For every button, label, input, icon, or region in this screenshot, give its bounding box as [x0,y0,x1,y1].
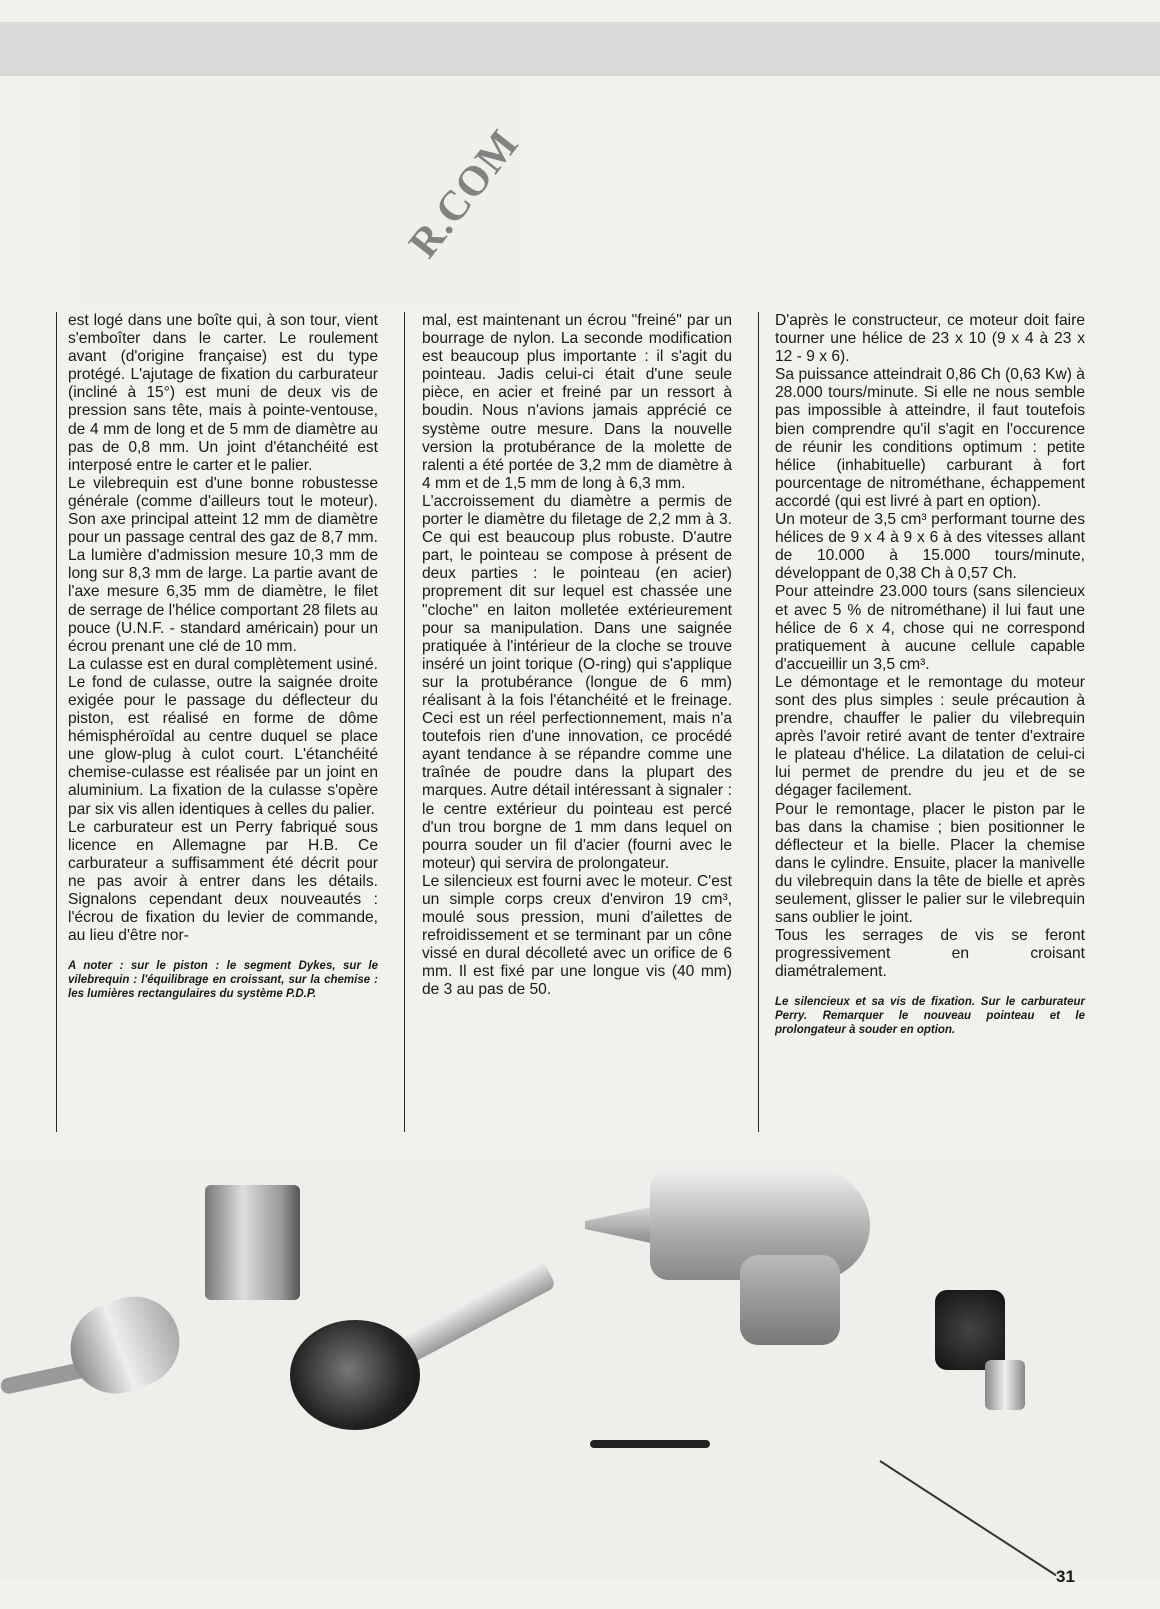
fixing-screw-image [590,1440,710,1448]
paragraph: Tous les serrages de vis se feront progressivement en croisant diamétralement. [775,927,1085,981]
paragraph: Pour le remontage, placer le piston par le bas dans la chamise ; bien positionner le déflecteur et la bielle. Placer la chemise dans le cylindre. Ensuite, placer la manivelle du vilebrequin dans la tête de bielle et après seulement, glisser le palier sur le vilebrequin sans oublier le joint. [775,800,1085,927]
paragraph: est logé dans une boîte qui, à son tour, vient s'emboîter dans le carter. Le roulement avant (d'origine française) est du type protégé. L'ajutage de fixation du carburateur (incliné à 15°) est muni de deux vis de pression sans tête, mais à pointe-ventouse, de 4 mm de long et de 5 mm de diamètre au pas de 0,8 mm. Un joint d'étanchéité est interposé entre le carter et le palier. [68,312,378,474]
paragraph: D'après le constructeur, ce moteur doit faire tourner une hélice de 23 x 10 (9 x 4 à 23 x 12 - 9 x 6). [775,312,1085,366]
column-rule [758,312,759,1132]
carburetor-image [935,1290,1005,1370]
text-column-1 [68,312,378,1001]
paragraph: La culasse est en dural complètement usiné. Le fond de culasse, outre la saignée droite exigée pour le passage du déflecteur du piston, est réalisé en forme de dôme hémisphéroïdal au centre duquel se place une glow-plug à culot court. L'étanchéité chemise-culasse est réalisée par un joint en aluminium. La fixation de la culasse s'opère par six vis allen identiques à celles du palier. [68,655,378,818]
column-rule [56,312,57,1132]
photo-caption: Le silencieux et sa vis de fixation. Sur le carburateur Perry. Remarquer le nouveau pointeau et le prolongateur à souder en option. [775,996,1085,1037]
photo-caption: A noter : sur le piston : le segment Dykes, sur le vilebrequin : l'équilibrage en croissant, sur la chemise : les lumières rectangulaires du système P.D.P. [68,960,378,1001]
paragraph: Sa puissance atteindrait 0,86 Ch (0,63 Kw) à 28.000 tours/minute. Si elle ne nous semble pas impossible à atteindre, il faut toutefois bien comprendre qu'il s'agit en l'occurence de réunir les conditions optimum : petite hélice (inhabituelle) carburant à fort pourcentage de nitrométhane, échappement accordé (qui est livré à part en option). [775,366,1085,510]
muffler-outlet-image [740,1255,840,1345]
paragraph: Le vilebrequin est d'une bonne robustesse générale (comme d'ailleurs tout le moteur). Son axe principal atteint 12 mm de diamètre pour un passage central des gaz de 8,7 mm. La lumière d'admission mesure 10,3 mm de long sur 8,3 mm de large. La partie avant de l'axe mesure 6,35 mm de diamètre, le filet de serrage de l'hélice comportant 28 filets au pouce (U.N.F. - standard américain) pour un écrou prenant une clé de 10 mm. [68,474,378,655]
needle-valve-image [985,1360,1025,1410]
paragraph: Le démontage et le remontage du moteur sont des plus simples : seule précaution à prendre, chauffer le palier du vilebrequin après l'avoir retiré avant de tenter d'extraire le plateau d'hélice. La dilatation de celui-ci lui permet de prendre du jeu et de se dégager facilement. [775,673,1085,800]
paragraph: Le carburateur est un Perry fabriqué sous licence en Allemagne par H.B. Ce carburateur a suffisamment été décrit pour ne pas avoir à entrer dans les détails. Signalons cependant deux nouveautés : l'écrou de fixation du levier de commande, au lieu d'être nor- [68,818,378,945]
paragraph: Le silencieux est fourni avec le moteur. C'est un simple corps creux d'environ 19 cm³, moulé sous pression, muni d'ailettes de refroidissement et se terminant par un cône vissé en dural décolleté avec un orifice de 6 mm. Il est fixé par une longue vis (40 mm) de 3 au pas de 50. [422,872,732,999]
paragraph: Un moteur de 3,5 cm³ performant tourne des hélices de 9 x 4 à 9 x 6 à des vitesses allant de 10.000 à 15.000 tours/minute, développant de 0,38 Ch à 0,57 Ch. [775,511,1085,583]
paragraph: mal, est maintenant un écrou "freiné" par un bourrage de nylon. La seconde modification est beaucoup plus importante : il s'agit du pointeau. Jadis celui-ci était d'une seule pièce, en acier et freiné par un ressort à boudin. Nous n'avions jamais apprécié ce système outre mesure. Dans la nouvelle version la protubérance de la molette de ralenti a été portée de 3,2 mm de diamètre à 4 mm et de 1,5 mm de long à 6,3 mm. [422,312,732,492]
paragraph: Pour atteindre 23.000 tours (sans silencieux et avec 5 % de nitrométhane) il lui faut une hélice de 6 x 4, chose qui ne correspond pratiquement à aucune cellule capable d'accueillir un 3,5 cm³. [775,583,1085,673]
text-column-3 [775,312,1085,1037]
watermark: R.COM [400,121,529,267]
cylinder-liner-image [205,1185,300,1300]
column-rule [404,312,405,1132]
header-band [0,22,1160,76]
paragraph: L'accroissement du diamètre a permis de porter le diamètre du filetage de 2,2 mm à 3. Ce qui est beaucoup plus robuste. D'autre part, le pointeau se compose à présent de deux parties : le pointeau (en acier) proprement dit sur lequel est chassée une "cloche" en laiton molletée extérieurement pour sa manipulation. Dans une saignée pratiquée à l'intérieur de la cloche se trouve inséré un joint torique (O-ring) qui s'applique sur la protubérance (longue de 6 mm) réalisant à la fois l'étanchéité et le freinage. Ceci est un réel perfectionnement, mais n'a toutefois rien d'une innovation, ce procédé ayant tendance à se répandre comme une traînée de poudre dans la plupart des marques. Autre détail intéressant à signaler : le centre extérieur du pointeau est percé d'un trou borgne de 1 mm dans lequel on pourra souder un fil d'acier (fourni avec le moteur) qui servira de prolongateur. [422,492,732,872]
page-number: 31 [1056,1567,1075,1586]
prop-driver-image [290,1320,420,1430]
text-column-2 [422,312,732,1000]
